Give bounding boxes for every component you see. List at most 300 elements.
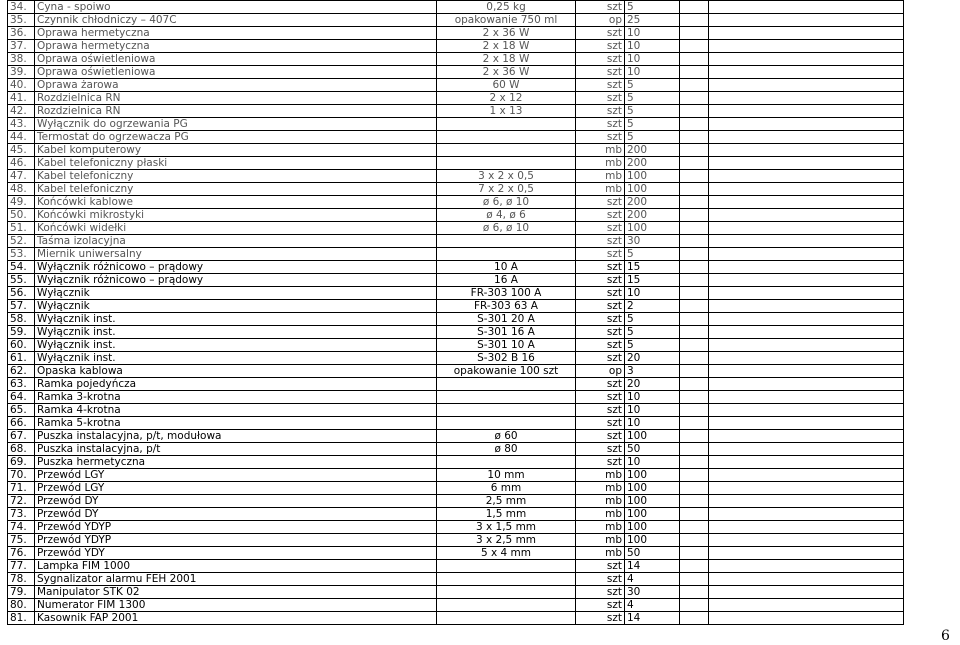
item-name-cell: Końcówki widełki (35, 222, 437, 235)
table-row (8, 365, 904, 378)
table-row (8, 417, 904, 430)
item-quantity-cell: 20 (625, 352, 680, 365)
item-unit-cell: mb (576, 469, 625, 482)
empty-cell (709, 378, 904, 391)
table-row (8, 521, 904, 534)
table-row (8, 573, 904, 586)
item-quantity-cell: 10 (625, 456, 680, 469)
item-name-cell: Ramka 4-krotna (35, 404, 437, 417)
item-unit-cell: szt (576, 222, 625, 235)
item-unit-cell: szt (576, 1, 625, 14)
table-row (8, 313, 904, 326)
empty-cell (680, 560, 709, 573)
empty-cell (709, 391, 904, 404)
item-name-cell: Numerator FIM 1300 (35, 599, 437, 612)
empty-cell (709, 274, 904, 287)
empty-cell (680, 118, 709, 131)
item-quantity-cell: 100 (625, 430, 680, 443)
item-spec-cell: 5 x 4 mm (437, 547, 576, 560)
item-spec-cell: ø 6, ø 10 (437, 222, 576, 235)
empty-cell (680, 287, 709, 300)
empty-cell (709, 404, 904, 417)
item-name-cell: Manipulator STK 02 (35, 586, 437, 599)
item-spec-cell: ø 60 (437, 430, 576, 443)
item-unit-cell: szt (576, 248, 625, 261)
item-number-cell: 72. (8, 495, 35, 508)
empty-cell (680, 196, 709, 209)
item-number-cell: 58. (8, 313, 35, 326)
item-name-cell: Wyłącznik inst. (35, 339, 437, 352)
item-spec-cell (437, 378, 576, 391)
item-number-cell: 34. (8, 1, 35, 14)
item-unit-cell: szt (576, 92, 625, 105)
empty-cell (680, 482, 709, 495)
item-name-cell: Kabel telefoniczny (35, 170, 437, 183)
item-name-cell: Przewód DY (35, 508, 437, 521)
item-number-cell: 65. (8, 404, 35, 417)
item-name-cell: Ramka pojedyńcza (35, 378, 437, 391)
item-spec-cell: S-301 16 A (437, 326, 576, 339)
item-number-cell: 55. (8, 274, 35, 287)
empty-cell (680, 53, 709, 66)
item-quantity-cell: 5 (625, 339, 680, 352)
empty-cell (680, 547, 709, 560)
item-spec-cell: S-301 20 A (437, 313, 576, 326)
item-spec-cell: 10 A (437, 261, 576, 274)
item-name-cell: Przewód YDY (35, 547, 437, 560)
item-number-cell: 53. (8, 248, 35, 261)
empty-cell (709, 573, 904, 586)
table-row (8, 53, 904, 66)
item-unit-cell: szt (576, 313, 625, 326)
empty-cell (680, 495, 709, 508)
item-unit-cell: mb (576, 170, 625, 183)
table-row (8, 326, 904, 339)
item-number-cell: 61. (8, 352, 35, 365)
item-spec-cell: 3 x 1,5 mm (437, 521, 576, 534)
empty-cell (709, 547, 904, 560)
item-quantity-cell: 50 (625, 547, 680, 560)
empty-cell (680, 66, 709, 79)
item-unit-cell: szt (576, 339, 625, 352)
item-spec-cell: S-302 B 16 (437, 352, 576, 365)
item-quantity-cell: 5 (625, 92, 680, 105)
item-name-cell: Rozdzielnica RN (35, 105, 437, 118)
empty-cell (680, 131, 709, 144)
item-name-cell: Ramka 5-krotna (35, 417, 437, 430)
item-number-cell: 40. (8, 79, 35, 92)
item-spec-cell (437, 118, 576, 131)
item-spec-cell: 3 x 2 x 0,5 (437, 170, 576, 183)
empty-cell (680, 599, 709, 612)
item-name-cell: Przewód YDYP (35, 521, 437, 534)
item-number-cell: 80. (8, 599, 35, 612)
table-row (8, 495, 904, 508)
empty-cell (680, 14, 709, 27)
empty-cell (709, 209, 904, 222)
item-spec-cell (437, 599, 576, 612)
item-spec-cell: 6 mm (437, 482, 576, 495)
item-spec-cell: 3 x 2,5 mm (437, 534, 576, 547)
item-number-cell: 79. (8, 586, 35, 599)
empty-cell (680, 92, 709, 105)
empty-cell (680, 508, 709, 521)
item-spec-cell: 10 mm (437, 469, 576, 482)
item-name-cell: Wyłącznik różnicowo – prądowy (35, 261, 437, 274)
item-name-cell: Opaska kablowa (35, 365, 437, 378)
empty-cell (680, 313, 709, 326)
item-unit-cell: mb (576, 183, 625, 196)
item-unit-cell: szt (576, 27, 625, 40)
table-row (8, 261, 904, 274)
item-quantity-cell: 10 (625, 66, 680, 79)
item-quantity-cell: 5 (625, 326, 680, 339)
item-name-cell: Sygnalizator alarmu FEH 2001 (35, 573, 437, 586)
table-row (8, 196, 904, 209)
empty-cell (680, 573, 709, 586)
item-quantity-cell: 10 (625, 391, 680, 404)
item-unit-cell: szt (576, 612, 625, 625)
empty-cell (680, 339, 709, 352)
item-unit-cell: op (576, 14, 625, 27)
empty-cell (709, 482, 904, 495)
empty-cell (680, 183, 709, 196)
empty-cell (709, 92, 904, 105)
table-row (8, 183, 904, 196)
item-unit-cell: szt (576, 560, 625, 573)
item-unit-cell: szt (576, 430, 625, 443)
item-number-cell: 60. (8, 339, 35, 352)
empty-cell (680, 352, 709, 365)
table-row (8, 274, 904, 287)
empty-cell (680, 79, 709, 92)
item-spec-cell: 60 W (437, 79, 576, 92)
item-unit-cell: op (576, 365, 625, 378)
empty-cell (680, 222, 709, 235)
empty-cell (709, 469, 904, 482)
item-name-cell: Przewód YDYP (35, 534, 437, 547)
item-unit-cell: szt (576, 573, 625, 586)
item-name-cell: Kabel telefoniczny (35, 183, 437, 196)
item-name-cell: Wyłącznik inst. (35, 352, 437, 365)
item-quantity-cell: 10 (625, 417, 680, 430)
item-number-cell: 68. (8, 443, 35, 456)
empty-cell (680, 300, 709, 313)
empty-cell (709, 157, 904, 170)
table-row (8, 508, 904, 521)
item-quantity-cell: 10 (625, 53, 680, 66)
item-name-cell: Wyłącznik (35, 300, 437, 313)
item-unit-cell: szt (576, 599, 625, 612)
item-quantity-cell: 14 (625, 560, 680, 573)
item-unit-cell: szt (576, 352, 625, 365)
item-name-cell: Przewód LGY (35, 469, 437, 482)
item-unit-cell: szt (576, 287, 625, 300)
item-quantity-cell: 5 (625, 248, 680, 261)
table-row (8, 92, 904, 105)
table-row (8, 404, 904, 417)
item-number-cell: 74. (8, 521, 35, 534)
item-quantity-cell: 10 (625, 404, 680, 417)
table-row (8, 391, 904, 404)
item-spec-cell (437, 157, 576, 170)
item-unit-cell: szt (576, 456, 625, 469)
item-quantity-cell: 50 (625, 443, 680, 456)
item-number-cell: 70. (8, 469, 35, 482)
item-quantity-cell: 15 (625, 261, 680, 274)
item-spec-cell (437, 235, 576, 248)
table-row (8, 144, 904, 157)
table-row (8, 456, 904, 469)
table-row (8, 248, 904, 261)
empty-cell (709, 417, 904, 430)
empty-cell (709, 560, 904, 573)
item-unit-cell: szt (576, 378, 625, 391)
table-row (8, 209, 904, 222)
empty-cell (680, 469, 709, 482)
item-spec-cell: ø 4, ø 6 (437, 209, 576, 222)
item-spec-cell: 7 x 2 x 0,5 (437, 183, 576, 196)
item-spec-cell (437, 612, 576, 625)
item-name-cell: Końcówki kablowe (35, 196, 437, 209)
item-number-cell: 48. (8, 183, 35, 196)
empty-cell (709, 521, 904, 534)
item-unit-cell: szt (576, 404, 625, 417)
empty-cell (709, 79, 904, 92)
table-row (8, 1, 904, 14)
item-unit-cell: szt (576, 79, 625, 92)
item-name-cell: Lampka FIM 1000 (35, 560, 437, 573)
item-name-cell: Cyna - spoiwo (35, 1, 437, 14)
empty-cell (709, 261, 904, 274)
empty-cell (709, 456, 904, 469)
item-spec-cell: 16 A (437, 274, 576, 287)
item-spec-cell (437, 586, 576, 599)
item-number-cell: 69. (8, 456, 35, 469)
item-number-cell: 50. (8, 209, 35, 222)
item-number-cell: 41. (8, 92, 35, 105)
item-spec-cell: 2 x 36 W (437, 66, 576, 79)
item-quantity-cell: 100 (625, 521, 680, 534)
item-quantity-cell: 14 (625, 612, 680, 625)
item-unit-cell: szt (576, 118, 625, 131)
empty-cell (680, 456, 709, 469)
item-number-cell: 59. (8, 326, 35, 339)
item-quantity-cell: 10 (625, 27, 680, 40)
item-quantity-cell: 10 (625, 40, 680, 53)
empty-cell (709, 287, 904, 300)
item-number-cell: 57. (8, 300, 35, 313)
item-name-cell: Wyłącznik do ogrzewania PG (35, 118, 437, 131)
empty-cell (680, 586, 709, 599)
empty-cell (680, 40, 709, 53)
table-row (8, 131, 904, 144)
item-quantity-cell: 100 (625, 170, 680, 183)
item-number-cell: 43. (8, 118, 35, 131)
item-name-cell: Kabel komputerowy (35, 144, 437, 157)
item-quantity-cell: 3 (625, 365, 680, 378)
table-row (8, 170, 904, 183)
empty-cell (709, 14, 904, 27)
table-row (8, 378, 904, 391)
item-name-cell: Końcówki mikrostyki (35, 209, 437, 222)
empty-cell (680, 261, 709, 274)
item-spec-cell: opakowanie 750 ml (437, 14, 576, 27)
page-number: 6 (941, 628, 950, 644)
empty-cell (709, 105, 904, 118)
table-row (8, 287, 904, 300)
item-unit-cell: szt (576, 196, 625, 209)
item-quantity-cell: 5 (625, 1, 680, 14)
item-quantity-cell: 100 (625, 482, 680, 495)
item-spec-cell (437, 456, 576, 469)
table-row (8, 560, 904, 573)
item-spec-cell: FR-303 100 A (437, 287, 576, 300)
empty-cell (709, 495, 904, 508)
item-quantity-cell: 4 (625, 599, 680, 612)
empty-cell (709, 222, 904, 235)
empty-cell (709, 235, 904, 248)
item-name-cell: Wyłącznik (35, 287, 437, 300)
empty-cell (680, 235, 709, 248)
table-row (8, 40, 904, 53)
item-quantity-cell: 200 (625, 209, 680, 222)
item-quantity-cell: 20 (625, 378, 680, 391)
item-name-cell: Wyłącznik różnicowo – prądowy (35, 274, 437, 287)
item-number-cell: 36. (8, 27, 35, 40)
empty-cell (680, 365, 709, 378)
materials-table (7, 0, 904, 625)
empty-cell (709, 1, 904, 14)
table-row (8, 105, 904, 118)
item-unit-cell: szt (576, 274, 625, 287)
item-number-cell: 54. (8, 261, 35, 274)
empty-cell (709, 66, 904, 79)
empty-cell (709, 170, 904, 183)
item-name-cell: Puszka instalacyjna, p/t, modułowa (35, 430, 437, 443)
item-name-cell: Ramka 3-krotna (35, 391, 437, 404)
table-row (8, 482, 904, 495)
item-unit-cell: mb (576, 144, 625, 157)
item-name-cell: Oprawa oświetleniowa (35, 66, 437, 79)
item-number-cell: 39. (8, 66, 35, 79)
empty-cell (709, 443, 904, 456)
item-quantity-cell: 200 (625, 157, 680, 170)
item-spec-cell (437, 248, 576, 261)
item-number-cell: 62. (8, 365, 35, 378)
item-name-cell: Oprawa hermetyczna (35, 40, 437, 53)
item-name-cell: Oprawa żarowa (35, 79, 437, 92)
empty-cell (680, 612, 709, 625)
empty-cell (680, 209, 709, 222)
item-spec-cell (437, 573, 576, 586)
item-unit-cell: szt (576, 66, 625, 79)
item-name-cell: Wyłącznik inst. (35, 313, 437, 326)
item-number-cell: 37. (8, 40, 35, 53)
item-quantity-cell: 2 (625, 300, 680, 313)
empty-cell (680, 326, 709, 339)
item-unit-cell: szt (576, 40, 625, 53)
item-name-cell: Przewód DY (35, 495, 437, 508)
item-unit-cell: szt (576, 326, 625, 339)
item-quantity-cell: 5 (625, 313, 680, 326)
item-unit-cell: szt (576, 300, 625, 313)
item-name-cell: Czynnik chłodniczy – 407C (35, 14, 437, 27)
item-spec-cell: ø 80 (437, 443, 576, 456)
item-spec-cell: 0,25 kg (437, 1, 576, 14)
item-spec-cell: opakowanie 100 szt (437, 365, 576, 378)
empty-cell (709, 430, 904, 443)
empty-cell (709, 339, 904, 352)
empty-cell (680, 144, 709, 157)
empty-cell (709, 313, 904, 326)
item-number-cell: 67. (8, 430, 35, 443)
item-unit-cell: szt (576, 586, 625, 599)
item-unit-cell: mb (576, 157, 625, 170)
item-quantity-cell: 100 (625, 508, 680, 521)
empty-cell (680, 1, 709, 14)
item-unit-cell: mb (576, 521, 625, 534)
table-row (8, 534, 904, 547)
item-unit-cell: szt (576, 53, 625, 66)
item-quantity-cell: 4 (625, 573, 680, 586)
item-number-cell: 49. (8, 196, 35, 209)
table-row (8, 222, 904, 235)
item-quantity-cell: 5 (625, 79, 680, 92)
item-quantity-cell: 100 (625, 469, 680, 482)
empty-cell (709, 599, 904, 612)
empty-cell (709, 300, 904, 313)
item-spec-cell (437, 131, 576, 144)
item-spec-cell: S-301 10 A (437, 339, 576, 352)
item-quantity-cell: 10 (625, 287, 680, 300)
empty-cell (680, 105, 709, 118)
item-number-cell: 64. (8, 391, 35, 404)
item-number-cell: 47. (8, 170, 35, 183)
item-spec-cell (437, 144, 576, 157)
item-spec-cell: 2 x 18 W (437, 40, 576, 53)
item-unit-cell: szt (576, 443, 625, 456)
empty-cell (709, 586, 904, 599)
item-name-cell: Wyłącznik inst. (35, 326, 437, 339)
empty-cell (680, 521, 709, 534)
table-row (8, 14, 904, 27)
item-spec-cell: 2 x 36 W (437, 27, 576, 40)
empty-cell (709, 53, 904, 66)
item-number-cell: 63. (8, 378, 35, 391)
item-number-cell: 45. (8, 144, 35, 157)
empty-cell (709, 612, 904, 625)
item-spec-cell: 2 x 18 W (437, 53, 576, 66)
materials-table-body (8, 1, 904, 625)
item-number-cell: 77. (8, 560, 35, 573)
item-spec-cell: 1 x 13 (437, 105, 576, 118)
item-unit-cell: szt (576, 235, 625, 248)
item-quantity-cell: 100 (625, 222, 680, 235)
empty-cell (709, 365, 904, 378)
item-spec-cell: 2 x 12 (437, 92, 576, 105)
item-unit-cell: szt (576, 417, 625, 430)
item-name-cell: Puszka instalacyjna, p/t (35, 443, 437, 456)
item-number-cell: 78. (8, 573, 35, 586)
item-unit-cell: mb (576, 482, 625, 495)
table-row (8, 352, 904, 365)
item-quantity-cell: 100 (625, 183, 680, 196)
item-quantity-cell: 15 (625, 274, 680, 287)
item-number-cell: 44. (8, 131, 35, 144)
item-number-cell: 71. (8, 482, 35, 495)
item-unit-cell: mb (576, 508, 625, 521)
